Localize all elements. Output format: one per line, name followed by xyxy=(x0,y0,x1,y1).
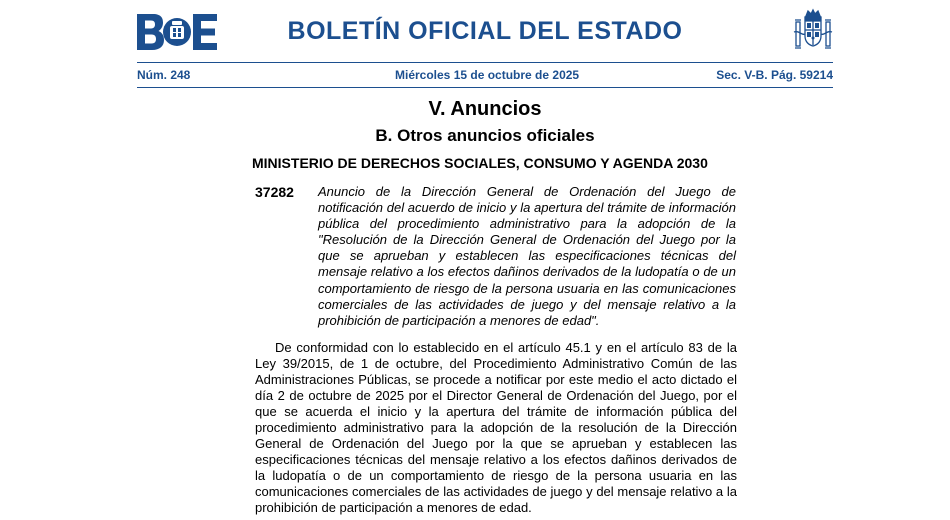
section-page: Sec. V-B. Pág. 59214 xyxy=(716,68,833,82)
header-rule-top xyxy=(137,62,833,63)
header-rule-bottom xyxy=(137,87,833,88)
issue-number: Núm. 248 xyxy=(137,68,191,82)
section-title: V. Anuncios xyxy=(428,98,542,120)
section-subtitle: B. Otros anuncios oficiales xyxy=(375,126,595,145)
announcement-body: De conformidad con lo establecido en el artículo 45.1 y en el artículo 83 de la Ley 39/2015, de 1 de octubre, del Procedimiento Administrativo Común de las Administraciones Públicas, se procede a notificar por este medio el acto dictado el día 2 de octubre de 2025 por el Director General de Ordenación del Juego, por el que se acuerda el inicio y la apertura del trámite de información pública del procedimiento administrativo para la adopción de la resolución de la Dirección General de Ordenación del Juego por la que se aprueban y establecen las especificaciones técnicas del mensaje relativo a los efectos dañinos derivados de la ludopatía o de un comportamiento de riesgo de la persona usuaria en las comunicaciones comerciales de las actividades de juego y del mensaje relativo a la prohibición de participación a menores de edad. xyxy=(255,340,737,515)
coat-of-arms-icon xyxy=(793,8,833,54)
issue-date: Miércoles 15 de octubre de 2025 xyxy=(395,68,580,82)
masthead-title: BOLETÍN OFICIAL DEL ESTADO xyxy=(287,17,683,45)
boe-logo xyxy=(137,14,217,50)
ministry-heading: MINISTERIO DE DERECHOS SOCIALES, CONSUMO Y AGENDA 2030 xyxy=(252,155,708,171)
announcement-number: 37282 xyxy=(255,184,294,200)
announcement-summary: Anuncio de la Dirección General de Ordenación del Juego de notificación del acuerdo de inicio y la apertura del trámite de información pública del procedimiento administrativo para la adopción de la "Resolución de la Dirección General de Ordenación del Juego por la que se aprueban y establecen las especificaciones técnicas del mensaje relativo a los efectos dañinos derivados de la ludopatía o de un comportamiento de riesgo de la persona usuaria en las comunicaciones comerciales de las actividades de juego y del mensaje relativo a la prohibición de participación a menores de edad". xyxy=(318,184,736,328)
